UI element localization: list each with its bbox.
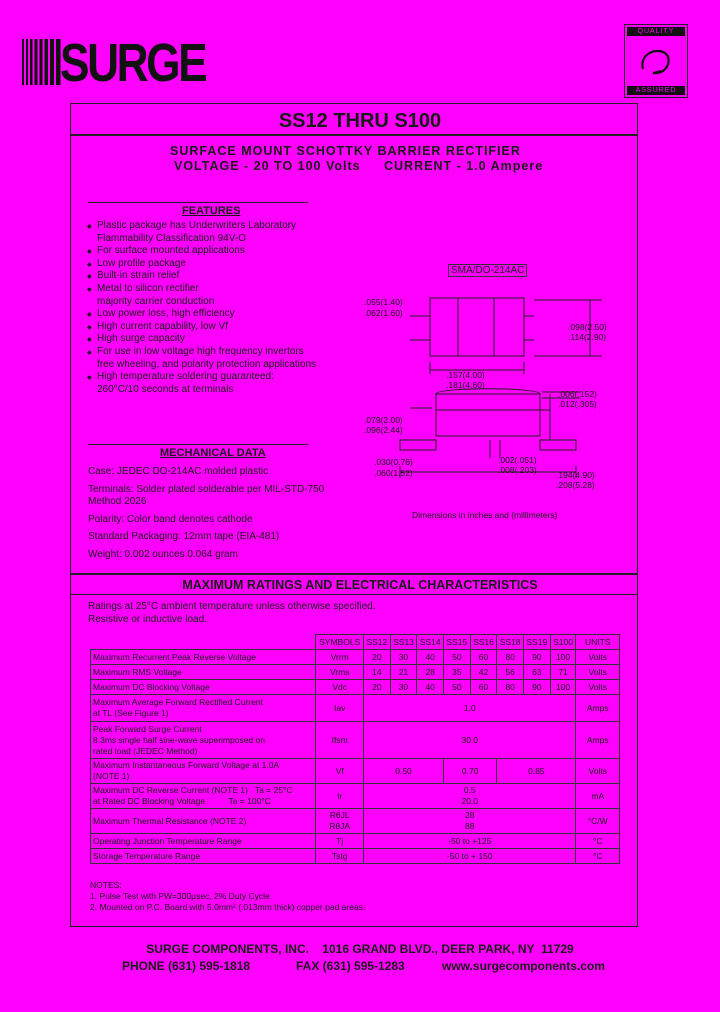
quality-emblem-icon bbox=[635, 41, 677, 83]
dim-height-max: .055(1.40) bbox=[364, 297, 403, 307]
dim-gap-max: .008(.203) bbox=[498, 465, 537, 475]
row-unit: °C bbox=[576, 849, 620, 864]
cell-value: 28 bbox=[417, 665, 444, 680]
cell-value: 30 bbox=[390, 680, 417, 695]
table-row-vrrm bbox=[91, 650, 620, 665]
cell-value: 90 bbox=[523, 680, 550, 695]
row-label: Storage Temperature Range bbox=[91, 849, 316, 864]
cell-value: 20 bbox=[364, 680, 391, 695]
mechanical-heading: MECHANICAL DATA bbox=[160, 447, 266, 459]
ratings-rule bbox=[70, 573, 638, 575]
footer-fax: FAX (631) 595-1283 bbox=[296, 959, 405, 973]
table-header-row bbox=[91, 635, 620, 650]
row-label-line: (NOTE 1) bbox=[93, 771, 130, 781]
table-row-ifsm bbox=[91, 722, 620, 759]
features-rule bbox=[88, 202, 308, 203]
col-header: SS15 bbox=[444, 635, 471, 650]
row-symbol: Tj bbox=[316, 834, 364, 849]
row-unit: Amps bbox=[576, 722, 620, 759]
row-label-line: Maximum Average Forward Rectified Current bbox=[93, 697, 263, 707]
feature-item: ◆ Low profile package bbox=[88, 258, 358, 271]
ratings-table bbox=[90, 634, 620, 864]
mech-polarity: Polarity: Color band denotes cathode bbox=[88, 513, 253, 525]
row-symbol: Ifsm bbox=[316, 722, 364, 759]
dim-body-min: .157(4.00) bbox=[446, 370, 485, 380]
cell-value-line: 28 bbox=[465, 810, 475, 820]
ratings-heading: MAXIMUM RATINGS AND ELECTRICAL CHARACTERISTICS bbox=[182, 578, 538, 592]
cell-value: 35 bbox=[444, 665, 471, 680]
cell-value: 60 bbox=[470, 680, 497, 695]
dim-pad-max: .060(1.52) bbox=[374, 468, 413, 478]
dim-thick-min: .079(2.00) bbox=[364, 415, 403, 425]
feature-item: ◆ Plastic package has Underwriters Laboratory bbox=[88, 220, 358, 233]
cell-value: 50 bbox=[444, 680, 471, 695]
mech-weight: Weight: 0.002 ounces 0.064 gram bbox=[88, 548, 238, 560]
row-unit: Volts bbox=[576, 680, 620, 695]
row-symbol: Tstg bbox=[316, 849, 364, 864]
row-label: Maximum Recurrent Peak Reverse Voltage bbox=[91, 650, 316, 665]
row-label-line: 8.3ms single half sine-wave superimposed on bbox=[93, 734, 265, 745]
feature-item: ◆ Built-in strain relief bbox=[88, 270, 358, 283]
row-label-line: Maximum DC Reverse Current (NOTE 1) Ta = 25°C bbox=[93, 785, 293, 795]
row-unit: mA bbox=[576, 784, 620, 809]
dim-lead-max: .012(.305) bbox=[558, 399, 597, 409]
dim-lead-min: .006(.152) bbox=[558, 389, 597, 399]
table-row-vrms bbox=[91, 665, 620, 680]
cell-value: 60 bbox=[470, 650, 497, 665]
col-header: SS12 bbox=[364, 635, 391, 650]
company-logo bbox=[22, 33, 206, 93]
dim-gap-min: .002(.051) bbox=[498, 455, 537, 465]
feature-item: Flammability Classification 94V-O bbox=[97, 232, 246, 244]
row-unit: °C bbox=[576, 834, 620, 849]
subtitle-current: CURRENT - 1.0 Ampere bbox=[384, 159, 544, 173]
row-symbol-line: RθJA bbox=[329, 821, 351, 831]
row-label: Maximum RMS Voltage bbox=[91, 665, 316, 680]
cell-value: 30.0 bbox=[364, 722, 576, 759]
dim-total-max: .208(5.28) bbox=[556, 480, 595, 490]
feature-item: ◆ For use in low voltage high frequency invertors bbox=[88, 346, 358, 359]
row-symbol-line: RθJL bbox=[329, 810, 350, 820]
row-symbol: Vdc bbox=[316, 680, 364, 695]
row-unit: Volts bbox=[576, 759, 620, 784]
cell-value: 0.70 bbox=[444, 759, 497, 784]
quality-badge-bottom: ASSURED bbox=[627, 86, 685, 95]
cell-value bbox=[364, 784, 576, 809]
row-symbol: Vrrm bbox=[316, 650, 364, 665]
row-label: Maximum DC Blocking Voltage bbox=[91, 680, 316, 695]
row-label bbox=[91, 695, 316, 722]
row-symbol: Iav bbox=[316, 695, 364, 722]
feature-item: ◆ High surge capacity bbox=[88, 333, 358, 346]
mech-method: Method 2026 bbox=[88, 496, 147, 507]
feature-item: free wheeling, and polarity protection applications bbox=[97, 358, 317, 370]
dim-width-max: .114(2.90) bbox=[568, 332, 607, 342]
table-row-vf bbox=[91, 759, 620, 784]
dim-body-max: .181(4.60) bbox=[446, 380, 485, 390]
notes bbox=[90, 880, 365, 913]
note-2: 2. Mounted on P.C. Board with 5.0mm² (.013mm thick) copper pad areas. bbox=[90, 902, 366, 912]
col-header: SS16 bbox=[470, 635, 497, 650]
cell-value: 30 bbox=[390, 650, 417, 665]
cell-value-line: 88 bbox=[465, 821, 475, 831]
table-row-tj bbox=[91, 834, 620, 849]
notes-heading: NOTES: bbox=[90, 880, 122, 890]
dim-width-min: .098(2.50) bbox=[568, 322, 607, 332]
row-unit: Volts bbox=[576, 650, 620, 665]
col-header: SYMBOLS bbox=[316, 635, 364, 650]
dim-pad-min: .030(0.76) bbox=[374, 457, 413, 467]
table-row-thermal bbox=[91, 809, 620, 834]
feature-item: ◆ Low power loss, high efficiency bbox=[88, 308, 358, 321]
quality-badge bbox=[624, 24, 688, 98]
table-row-iav bbox=[91, 695, 620, 722]
mech-packaging: Standard Packaging: 12mm tape (EIA-481) bbox=[88, 531, 280, 542]
cell-value: 56 bbox=[497, 665, 524, 680]
cell-value: 0.85 bbox=[497, 759, 576, 784]
cell-value-line: 0.5 bbox=[463, 785, 476, 795]
col-header: SS19 bbox=[523, 635, 550, 650]
logo-text: SURGE bbox=[60, 33, 206, 93]
row-label-line: Maximum Instantaneous Forward Voltage at 1.0A bbox=[93, 760, 280, 770]
row-label-line: at Rated DC Blocking Voltage Ta = 100°C bbox=[93, 796, 271, 806]
cell-value: 1.0 bbox=[364, 695, 576, 722]
footer-phone: PHONE (631) 595-1818 bbox=[122, 959, 251, 973]
row-label bbox=[91, 759, 316, 784]
cell-value: 71 bbox=[550, 665, 576, 680]
ratings-note-load: Resistive or inductive load. bbox=[88, 614, 207, 625]
cell-value: 63 bbox=[523, 665, 550, 680]
cell-value: 20 bbox=[364, 650, 391, 665]
subtitle-voltage: VOLTAGE - 20 TO 100 Volts bbox=[174, 159, 361, 173]
title-divider bbox=[70, 134, 638, 136]
row-label-line: rated load (JEDEC Method) bbox=[93, 745, 198, 756]
dim-height-min: .062(1.60) bbox=[364, 308, 403, 318]
cell-value: 0.50 bbox=[364, 759, 444, 784]
cell-value-line: 20.0 bbox=[461, 796, 479, 806]
mech-terminals: Terminals: Solder plated solderable per MIL-STD-750 bbox=[88, 483, 325, 495]
col-header: SS14 bbox=[417, 635, 444, 650]
footer-website[interactable]: www.surgecomponents.com bbox=[442, 959, 605, 973]
col-header: SS18 bbox=[497, 635, 524, 650]
cell-value: -50 to +125 bbox=[364, 834, 576, 849]
mechanical-rule bbox=[88, 444, 308, 445]
row-label bbox=[91, 722, 316, 759]
ratings-rule-lower bbox=[70, 594, 638, 595]
cell-value: 14 bbox=[364, 665, 391, 680]
row-label: Operating Junction Temperature Range bbox=[91, 834, 316, 849]
row-symbol: Ir bbox=[316, 784, 364, 809]
package-label: SMA/DO-214AC bbox=[448, 264, 527, 277]
cell-value: 80 bbox=[497, 650, 524, 665]
ratings-note-temp: Ratings at 25°C ambient temperature unless otherwise specified. bbox=[88, 601, 376, 612]
quality-badge-top: QUALITY bbox=[627, 27, 685, 36]
row-symbol: Vrms bbox=[316, 665, 364, 680]
dim-total-min: .194(4.90) bbox=[556, 470, 595, 480]
feature-item: majority carrier conduction bbox=[97, 295, 215, 307]
col-header: UNITS bbox=[576, 635, 620, 650]
cell-value: 40 bbox=[417, 650, 444, 665]
feature-item: ◆ High current capability, low Vf bbox=[88, 321, 358, 334]
row-symbol bbox=[316, 809, 364, 834]
cell-value: 90 bbox=[523, 650, 550, 665]
page-title: SS12 THRU S100 bbox=[278, 110, 442, 132]
col-header: SS13 bbox=[390, 635, 417, 650]
cell-value: 50 bbox=[444, 650, 471, 665]
feature-item: ◆ High temperature soldering guaranteed: bbox=[88, 371, 358, 384]
cell-value: 40 bbox=[417, 680, 444, 695]
row-unit: Amps bbox=[576, 695, 620, 722]
col-header: S100 bbox=[550, 635, 576, 650]
subtitle-type: SURFACE MOUNT SCHOTTKY BARRIER RECTIFIER bbox=[170, 144, 521, 158]
feature-item: ◆ Metal to silicon rectifier bbox=[88, 283, 358, 296]
cell-value: 100 bbox=[550, 680, 576, 695]
feature-item: 260°C/10 seconds at terminals bbox=[97, 383, 234, 395]
cell-value: 100 bbox=[550, 650, 576, 665]
row-label: Maximum Thermal Resistance (NOTE 2) bbox=[91, 809, 316, 834]
features-list bbox=[88, 220, 358, 396]
dim-thick-max: .096(2.44) bbox=[364, 425, 403, 435]
cell-value: 42 bbox=[470, 665, 497, 680]
footer-address: SURGE COMPONENTS, INC. 1016 GRAND BLVD., DEER PARK, NY 11729 bbox=[146, 942, 574, 956]
row-label-line: at TL (See Figure 1) bbox=[93, 708, 169, 718]
dimensions-caption: Dimensions in inches and (millimeters) bbox=[412, 510, 558, 520]
row-symbol: Vf bbox=[316, 759, 364, 784]
mech-case: Case: JEDEC DO-214AC molded plastic bbox=[88, 466, 269, 477]
cell-value: 21 bbox=[390, 665, 417, 680]
row-unit: Volts bbox=[576, 665, 620, 680]
feature-item: ◆ For surface mounted applications bbox=[88, 245, 358, 258]
row-unit: °C/W bbox=[576, 809, 620, 834]
cell-value bbox=[364, 809, 576, 834]
table-row-vdc bbox=[91, 680, 620, 695]
table-row-tstg bbox=[91, 849, 620, 864]
cell-value: -50 to + 150 bbox=[364, 849, 576, 864]
row-label-line: Peak Forward Surge Current bbox=[93, 723, 202, 734]
cell-value: 80 bbox=[497, 680, 524, 695]
note-1: 1. Pulse Test with PW=300μsec, 2% Duty Cycle. bbox=[90, 891, 273, 901]
features-heading: FEATURES bbox=[182, 205, 241, 217]
row-label bbox=[91, 784, 316, 809]
mechanical-data bbox=[88, 466, 368, 566]
table-row-ir bbox=[91, 784, 620, 809]
